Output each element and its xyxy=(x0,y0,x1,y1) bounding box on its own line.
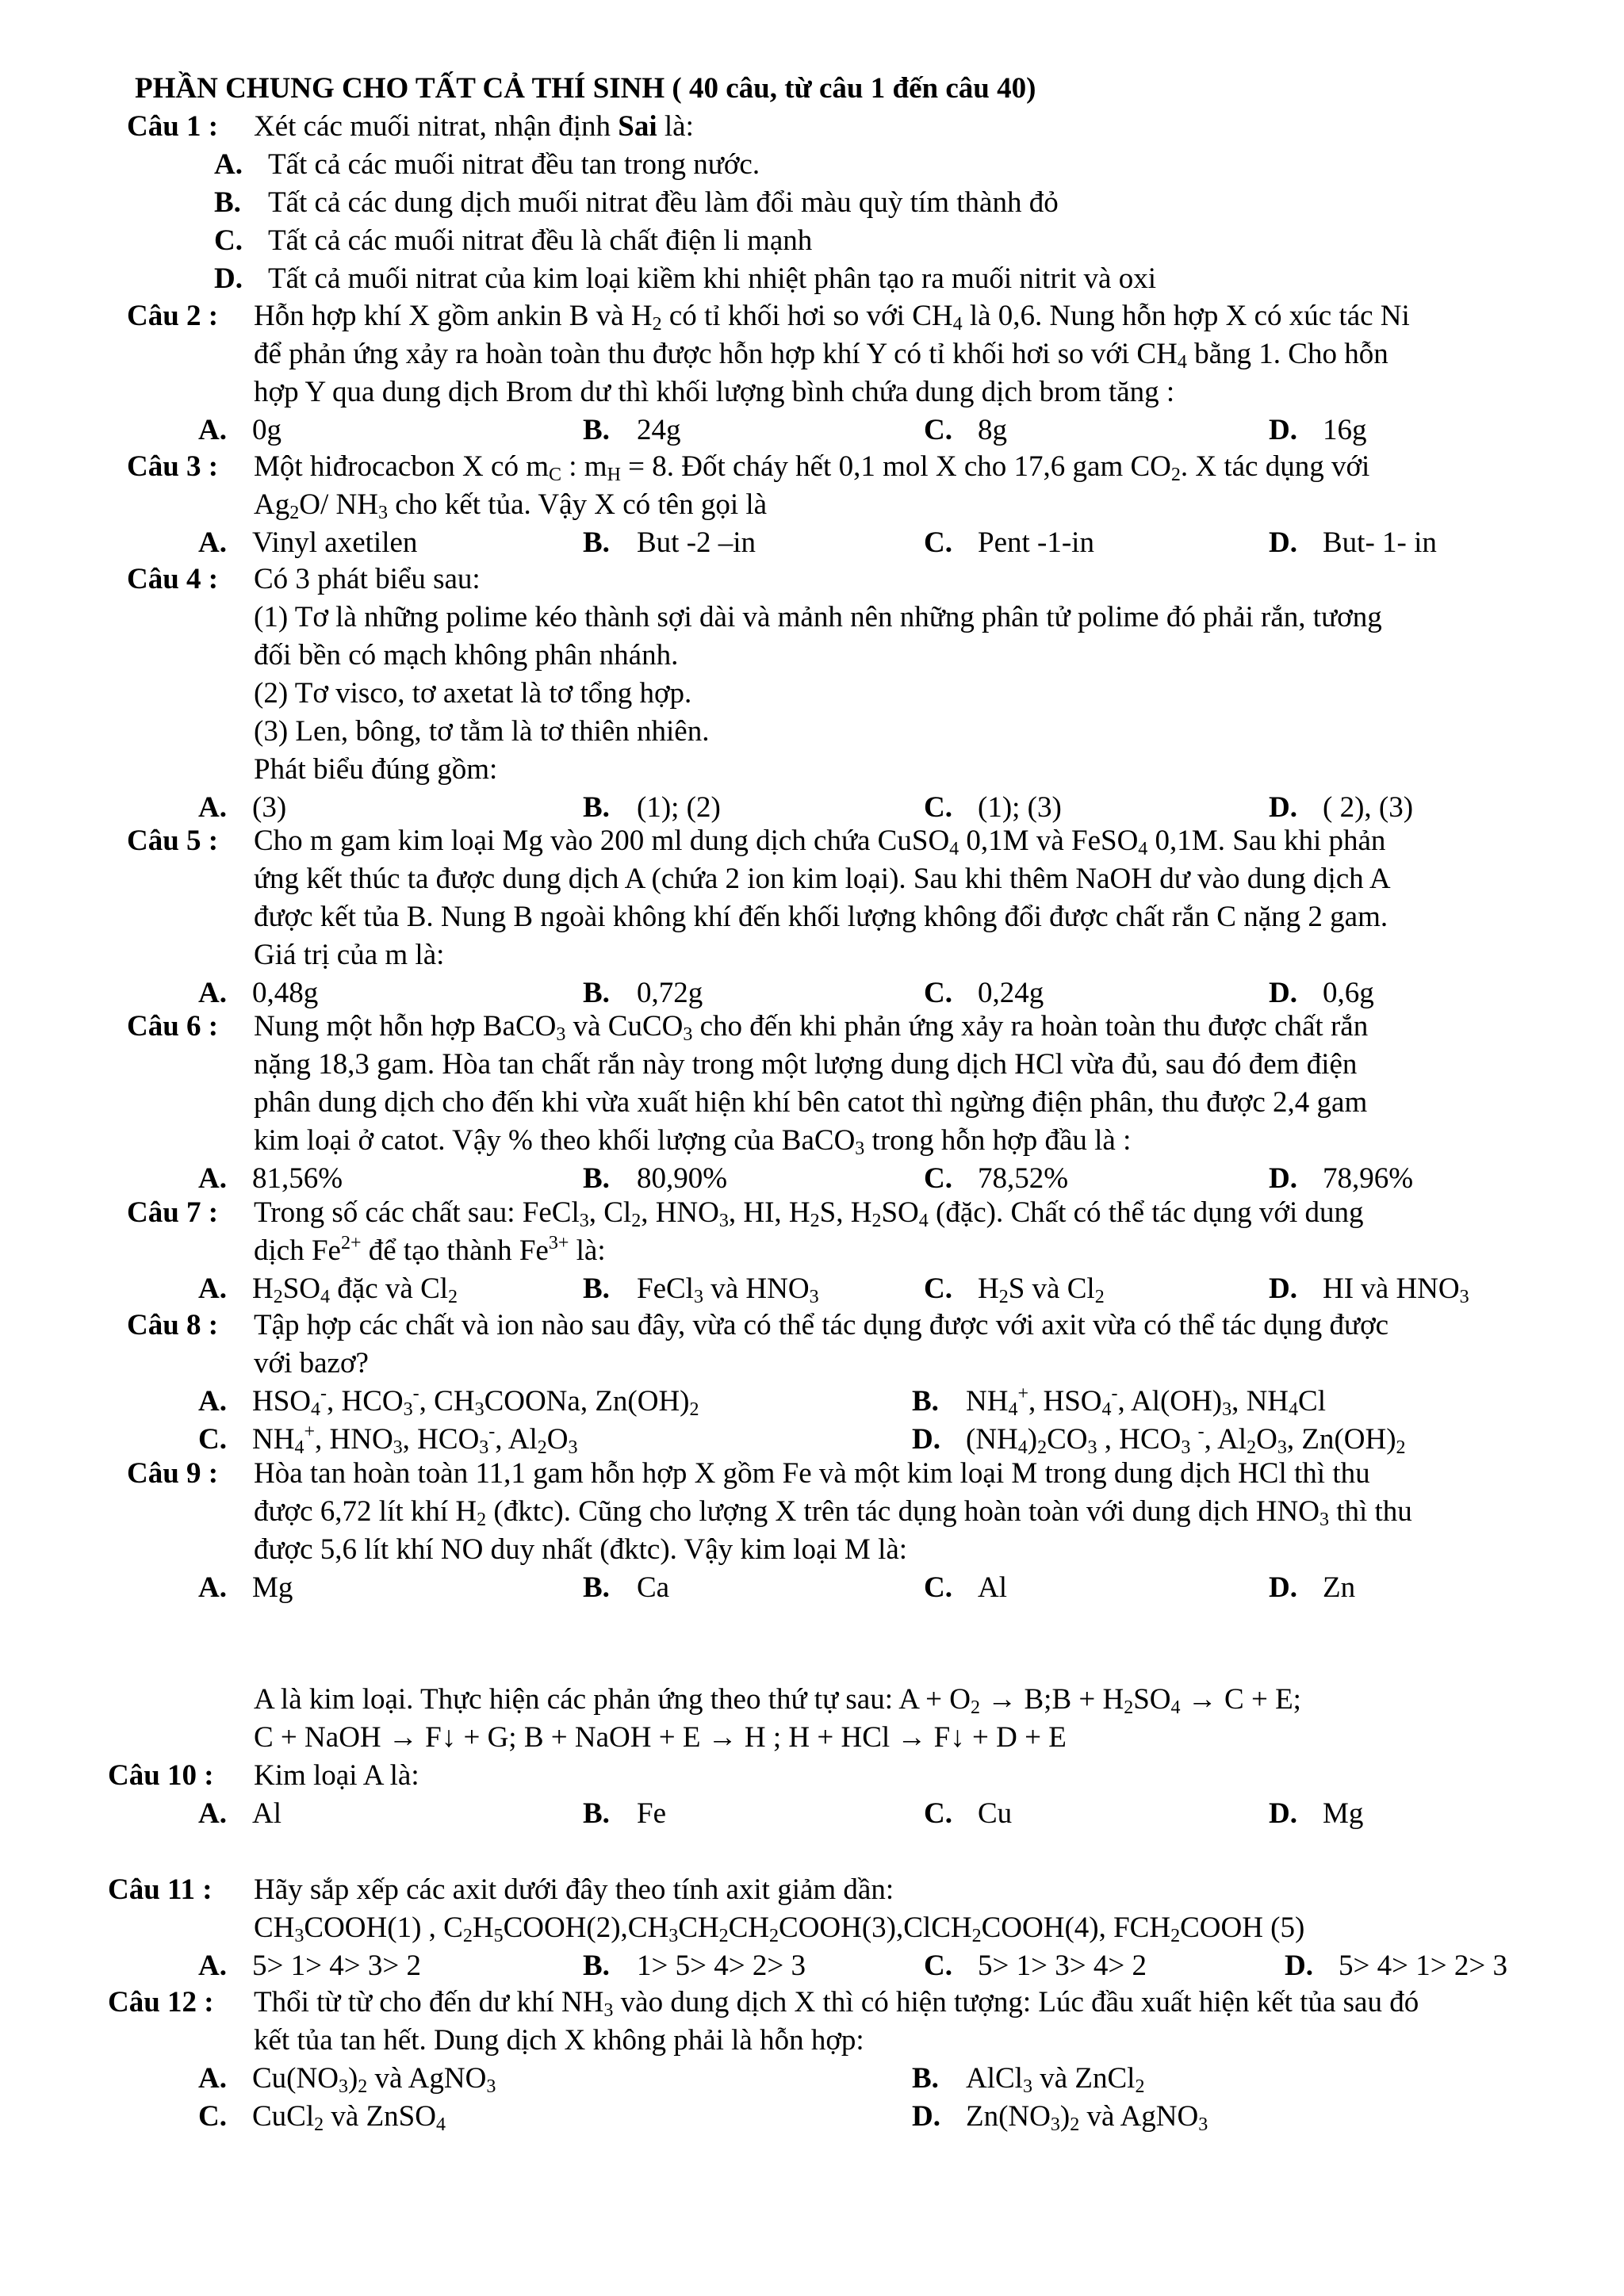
question-1 xyxy=(0,108,1624,298)
option-label: D. xyxy=(1269,1162,1297,1195)
option-text: $NH_4^+$, $HNO_3$, $HCO_3^-$, $Al_2O_3$ xyxy=(252,1422,578,1458)
option-label: A. xyxy=(198,1162,227,1195)
option-label: A. xyxy=(198,977,227,1009)
question-text: với bazơ? xyxy=(254,1347,369,1380)
question-number: Câu 8 : xyxy=(127,1309,219,1341)
option-label: C. xyxy=(924,526,952,559)
option-label: B. xyxy=(583,1162,610,1195)
option-label: C. xyxy=(924,1272,952,1305)
question-text: Xét các muối nitrat, nhận định Sai là: xyxy=(254,110,694,143)
question-text: Nung một hỗn hợp BaCO$_3$ và CuCO$_3$ cho đến khi phản ứng xảy ra hoàn toàn thu được chất rắn xyxy=(254,1010,1369,1045)
option-text: Cu xyxy=(978,1797,1013,1830)
question-11 xyxy=(0,1871,1624,1985)
question-number: Câu 4 : xyxy=(127,563,219,595)
option-text: 1> 5> 4> 2> 3 xyxy=(637,1950,806,1982)
option-label: D. xyxy=(1285,1950,1313,1982)
option-text: 16g xyxy=(1323,414,1367,446)
question-text: Hòa tan hoàn toàn 11,1 gam hỗn hợp X gồm Fe và một kim loại M trong dung dịch HCl thì thu xyxy=(254,1457,1370,1490)
option-label: B. xyxy=(583,1950,610,1982)
option-label: D. xyxy=(912,2100,940,2133)
question-text: (3) Len, bông, tơ tằm là tơ thiên nhiên. xyxy=(254,715,710,748)
option-text: Al xyxy=(252,1797,282,1830)
section-heading: PHẦN CHUNG CHO TẤT CẢ THÍ SINH ( 40 câu, từ câu 1 đến câu 40) xyxy=(135,72,1036,105)
question-number: Câu 9 : xyxy=(127,1457,219,1490)
option-label: C. xyxy=(198,1423,227,1456)
option-text: 0,24g xyxy=(978,977,1044,1009)
question-text: Kim loại A là: xyxy=(254,1759,419,1792)
option-text: CuCl$_2$ và ZnSO$_4$ xyxy=(252,2100,446,2135)
question-text: để phản ứng xảy ra hoàn toàn thu được hỗn hợp khí Y có tỉ khối hơi so với $CH_4$ bằng 1. Cho hỗn xyxy=(254,338,1388,373)
question-text: Thổi từ từ cho đến dư khí $NH_3$ vào dung dịch X thì có hiện tượng: Lúc đầu xuất hiện kết tủa sau đó xyxy=(254,1986,1419,2021)
option-text: Vinyl axetilen xyxy=(252,526,418,559)
question-10 xyxy=(0,1757,1624,1833)
option-text: 5> 4> 1> 2> 3 xyxy=(1339,1950,1507,1982)
question-text: được kết tủa B. Nung B ngoài không khí đến khối lượng không đổi được chất rắn C nặng 2 gam. xyxy=(254,901,1388,933)
option-text: Mg xyxy=(1323,1797,1364,1830)
option-text: Al xyxy=(978,1571,1007,1604)
question-3 xyxy=(0,448,1624,562)
option-label: A. xyxy=(198,1950,227,1982)
option-text: Pent -1-in xyxy=(978,526,1094,559)
option-text: $H_2SO_4$ đặc và $Cl_2$ xyxy=(252,1272,458,1307)
option-text: 0g xyxy=(252,414,282,446)
option-label: C. xyxy=(924,1950,952,1982)
option-text: 0,6g xyxy=(1323,977,1374,1009)
option-label: B. xyxy=(583,791,610,824)
question-text: Giá trị của m là: xyxy=(254,939,445,971)
option-text: HI và $HNO_3$ xyxy=(1323,1272,1469,1307)
question-number: Câu 6 : xyxy=(127,1010,219,1043)
option-label: D. xyxy=(1269,1272,1297,1305)
option-text: Tất cả các dung dịch muối nitrat đều làm đổi màu quỳ tím thành đỏ xyxy=(268,186,1059,219)
question-4 xyxy=(0,561,1624,827)
option-label: C. xyxy=(924,791,952,824)
option-text: 78,96% xyxy=(1323,1162,1414,1195)
option-text: Ca xyxy=(637,1571,670,1604)
option-text: Fe xyxy=(637,1797,666,1830)
option-text: $(NH_4)_2CO_3$ , $HCO_3$ -, $Al_2O_3$, $Zn(OH)_2$ xyxy=(966,1422,1406,1458)
question-number: Câu 10 : xyxy=(108,1759,214,1792)
option-text: But -2 –in xyxy=(637,526,756,559)
option-text: Tất cả muối nitrat của kim loại kiềm khi nhiệt phân tạo ra muối nitrit và oxi xyxy=(268,262,1156,295)
option-label: D. xyxy=(912,1423,940,1456)
option-label: A. xyxy=(214,148,243,181)
option-text: (3) xyxy=(252,791,287,824)
question-text: phân dung dịch cho đến khi vừa xuất hiện khí bên catot thì ngừng điện phân, thu được 2,4 gam xyxy=(254,1086,1368,1119)
question-text: Cho m gam kim loại Mg vào 200 ml dung dịch chứa CuSO$_4$ 0,1M và FeSO$_4$ 0,1M. Sau khi phản xyxy=(254,825,1386,859)
question-text: Phát biểu đúng gồm: xyxy=(254,753,498,786)
option-label: A. xyxy=(198,791,227,824)
option-text: $HSO_4^-$, $HCO_3^-$, $CH_3COONa$, $Zn(OH)_2$ xyxy=(252,1383,699,1420)
option-label: A. xyxy=(198,526,227,559)
option-text: $NH_4^+$, $HSO_4^-$, $Al(OH)_3$, $NH_4Cl$ xyxy=(966,1383,1326,1420)
option-label: C. xyxy=(924,1162,952,1195)
question-text: được 5,6 lít khí NO duy nhất (đktc). Vậy kim loại M là: xyxy=(254,1533,908,1566)
question-text: (1) Tơ là những polime kéo thành sợi dài và mảnh nên những phân tử polime đó phải rắn, tương xyxy=(254,601,1382,633)
option-text: But- 1- in xyxy=(1323,526,1437,559)
option-text: 8g xyxy=(978,414,1007,446)
option-label: C. xyxy=(924,1571,952,1604)
question-text: hợp Y qua dung dịch Brom dư thì khối lượng bình chứa dung dịch brom tăng : xyxy=(254,376,1175,408)
question-text: được 6,72 lít khí $H_2$ (đktc). Cũng cho lượng X trên tác dụng hoàn toàn với dung dịch $HNO_3$ thì thu xyxy=(254,1495,1412,1530)
option-label: D. xyxy=(1269,526,1297,559)
question-text: Hỗn hợp khí X gồm ankin B và $H_2$ có tỉ khối hơi so với $CH_4$ là 0,6. Nung hỗn hợp X có xúc tác Ni xyxy=(254,300,1410,335)
question-text: dịch $Fe^{2+}$ để tạo thành $Fe^{3+}$ là: xyxy=(254,1233,606,1267)
question-text: kim loại ở catot. Vậy % theo khối lượng của BaCO$_3$ trong hỗn hợp đầu là : xyxy=(254,1124,1132,1159)
option-text: Tất cả các muối nitrat đều tan trong nước. xyxy=(268,148,760,181)
option-label: C. xyxy=(924,1797,952,1830)
question-text: (2) Tơ visco, tơ axetat là tơ tổng hợp. xyxy=(254,677,692,710)
question-2 xyxy=(0,297,1624,450)
option-label: C. xyxy=(924,977,952,1009)
question-text: Tập hợp các chất và ion nào sau đây, vừa có thể tác dụng được với axit vừa có thể tác dụng được xyxy=(254,1309,1389,1341)
option-label: D. xyxy=(1269,1571,1297,1604)
option-text: ( 2), (3) xyxy=(1323,791,1414,824)
question-text: ứng kết thúc ta được dung dịch A (chứa 2 ion kim loại). Sau khi thêm NaOH dư vào dung dịch A xyxy=(254,863,1391,895)
option-text: Mg xyxy=(252,1571,293,1604)
option-label: B. xyxy=(583,1571,610,1604)
option-label: D. xyxy=(214,262,243,295)
option-text: $H_2S$ và $Cl_2$ xyxy=(978,1272,1105,1307)
question-9 xyxy=(0,1455,1624,1607)
question-6 xyxy=(0,1008,1624,1198)
question-text: Hãy sắp xếp các axit dưới đây theo tính axit giảm dần: xyxy=(254,1873,894,1906)
question-7 xyxy=(0,1194,1624,1308)
question-number: Câu 5 : xyxy=(127,825,219,857)
option-label: C. xyxy=(198,2100,227,2133)
option-text: 0,48g xyxy=(252,977,319,1009)
option-text: $Zn(NO_3)_2$ và AgNO$_3$ xyxy=(966,2100,1208,2135)
option-text: $Cu(NO_3)_2$ và AgNO$_3$ xyxy=(252,2062,496,2097)
option-label: A. xyxy=(198,2062,227,2095)
option-text: 78,52% xyxy=(978,1162,1069,1195)
question-text: nặng 18,3 gam. Hòa tan chất rắn này trong một lượng dung dịch HCl vừa đủ, sau đó đem điện xyxy=(254,1048,1358,1081)
option-label: B. xyxy=(583,414,610,446)
question-5 xyxy=(0,822,1624,1012)
option-text: AlCl$_3$ và ZnCl$_2$ xyxy=(966,2062,1145,2097)
option-label: B. xyxy=(912,2062,939,2095)
question-8 xyxy=(0,1307,1624,1459)
option-text: 24g xyxy=(637,414,681,446)
option-label: A. xyxy=(198,1797,227,1830)
option-label: B. xyxy=(583,526,610,559)
option-text: Zn xyxy=(1323,1571,1356,1604)
option-text: 81,56% xyxy=(252,1162,343,1195)
question-number: Câu 2 : xyxy=(127,300,219,332)
option-label: C. xyxy=(214,224,243,257)
question-text: $CH_3COOH(1)$ , $C_2H_5COOH(2),CH_3CH_2CH_2COOH(3),ClCH_2COOH(4)$, $FCH_2COOH$ (5) xyxy=(254,1911,1305,1946)
option-text: (1); (3) xyxy=(978,791,1062,824)
option-label: C. xyxy=(924,414,952,446)
option-text: 0,72g xyxy=(637,977,703,1009)
option-label: A. xyxy=(198,1385,227,1418)
shared-stem xyxy=(0,1681,1624,1757)
option-label: A. xyxy=(198,1571,227,1604)
option-text: Tất cả các muối nitrat đều là chất điện li mạnh xyxy=(268,224,813,257)
question-text: A là kim loại. Thực hiện các phản ứng theo thứ tự sau: $A + O_2$ → B;B + $H_2SO_4 \to C + E$; xyxy=(254,1683,1301,1718)
option-label: B. xyxy=(912,1385,939,1418)
option-label: A. xyxy=(198,414,227,446)
question-number: Câu 12 : xyxy=(108,1986,214,2019)
option-label: B. xyxy=(583,977,610,1009)
option-label: B. xyxy=(583,1272,610,1305)
option-label: B. xyxy=(583,1797,610,1830)
option-text: 5> 1> 3> 4> 2 xyxy=(978,1950,1147,1982)
option-label: D. xyxy=(1269,977,1297,1009)
option-text: (1); (2) xyxy=(637,791,721,824)
option-label: B. xyxy=(214,186,241,219)
question-text: Một hiđrocacbon X có $m_C$ : $m_H = 8$. Đốt cháy hết 0,1 mol X cho 17,6 gam $CO_2$. X tác dụng với xyxy=(254,450,1370,485)
question-number: Câu 7 : xyxy=(127,1196,219,1229)
option-text: 5> 1> 4> 3> 2 xyxy=(252,1950,421,1982)
option-label: D. xyxy=(1269,791,1297,824)
question-number: Câu 3 : xyxy=(127,450,219,483)
question-number: Câu 1 : xyxy=(127,110,219,143)
option-text: 80,90% xyxy=(637,1162,728,1195)
option-label: D. xyxy=(1269,1797,1297,1830)
option-label: A. xyxy=(198,1272,227,1305)
question-text: Có 3 phát biểu sau: xyxy=(254,563,481,595)
option-label: D. xyxy=(1269,414,1297,446)
question-text: Trong số các chất sau: FeCl$_3$, $Cl_2$, $HNO_3$, HI, $H_2S$, $H_2SO_4$ (đặc). Chất có thể tác dụng với dung xyxy=(254,1196,1364,1231)
question-text: C + NaOH → F↓ + G; B + NaOH + E → H ; H + HCl → F↓ + D + E xyxy=(254,1721,1067,1754)
option-text: FeCl$_3$ và $HNO_3$ xyxy=(637,1272,819,1307)
question-text: $Ag_2O/$ $NH_3$ cho kết tủa. Vậy X có tên gọi là xyxy=(254,488,768,523)
question-text: đối bền có mạch không phân nhánh. xyxy=(254,639,679,672)
question-text: kết tủa tan hết. Dung dịch X không phải là hỗn hợp: xyxy=(254,2024,864,2057)
question-12 xyxy=(0,1984,1624,2136)
question-number: Câu 11 : xyxy=(108,1873,213,1906)
